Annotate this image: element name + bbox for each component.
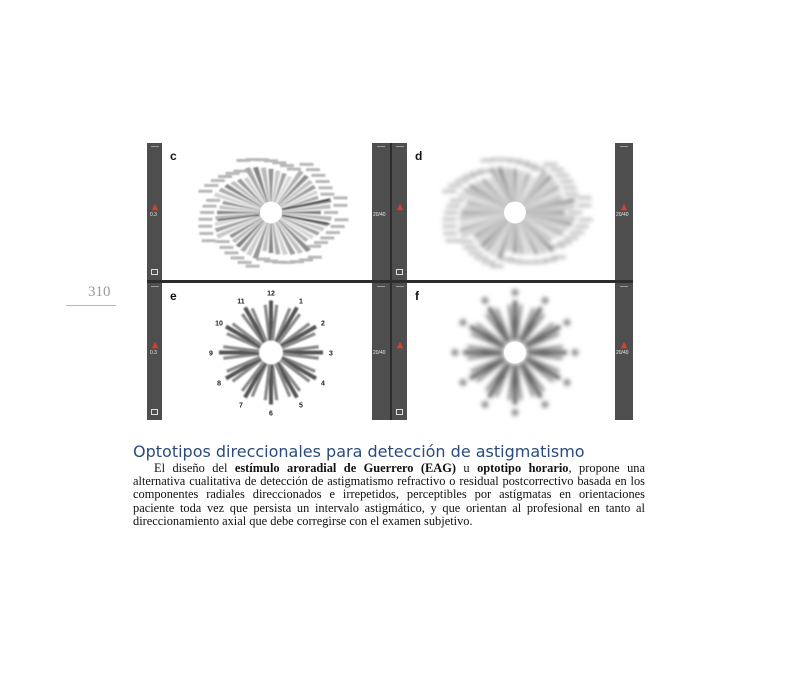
spoke-tag — [324, 211, 338, 214]
spoke-tag — [460, 240, 474, 243]
chart-area — [407, 143, 615, 280]
bold-term-horario: optotipo horario — [477, 461, 569, 475]
bold-term-eag: estímulo aroradial de Guerrero (EAG) — [234, 461, 456, 475]
page-number-rule — [66, 305, 116, 306]
acuity-code: 20/40 — [373, 350, 386, 356]
center-disc — [260, 342, 282, 364]
center-disc — [504, 342, 526, 364]
hour-dot — [542, 297, 549, 304]
hour-label: 4 — [321, 380, 325, 388]
spoke-tag — [500, 258, 514, 261]
hour-spoke — [516, 364, 520, 400]
hour-spoke — [223, 354, 259, 358]
spoke-tag — [558, 241, 572, 244]
hour-label: 12 — [267, 290, 275, 298]
spoke-tag — [231, 256, 245, 259]
acuity-code: 0.3 — [150, 212, 157, 218]
spoke-tag — [564, 236, 578, 239]
radial-stimulus-c — [162, 143, 372, 280]
panel-letter: d — [415, 149, 423, 163]
paragraph-text: El diseño del — [154, 461, 235, 475]
page-number: 310 — [88, 284, 111, 300]
panel-letter: c — [170, 149, 177, 163]
spoke-tag — [234, 170, 248, 173]
warning-icon — [151, 341, 159, 349]
paragraph-text: , propone una alternativa cualitativa de detección de astigmatismo refractivo o residual postcorrectivo basada en los componentes radiales direccionados e irrepetidos, perceptibles por astígmatas en orientaciones paciente toda vez que persista un intervalo astigmático, y que orientan al profesional en tanto al direccionamiento axial que debe corregirse con el examen subjetivo. — [133, 461, 645, 528]
hour-spoke — [516, 305, 520, 341]
monitor-icon — [151, 409, 158, 415]
spoke-tag — [206, 199, 220, 202]
spoke-tag — [448, 184, 462, 187]
spoke-tag — [216, 240, 230, 243]
paragraph-text: u — [455, 461, 478, 475]
spoke-tag — [311, 174, 325, 177]
spoke-tag — [320, 236, 334, 239]
acuity-code: 0.3 — [150, 350, 157, 356]
hour-dot — [563, 379, 570, 386]
figure — [147, 143, 633, 420]
spoke-tag — [333, 204, 347, 207]
spoke-tag — [314, 241, 328, 244]
hour-spoke — [467, 347, 503, 351]
right-strip — [372, 143, 390, 280]
spoke-tag — [320, 193, 334, 196]
spoke-tag — [570, 231, 584, 234]
right-strip — [615, 283, 633, 420]
clock-stimulus-f — [407, 283, 615, 420]
hour-dot — [563, 319, 570, 326]
hour-dot — [482, 297, 489, 304]
spoke-tag — [211, 179, 225, 182]
warning-icon — [396, 341, 404, 349]
spoke-tag — [450, 199, 464, 202]
spoke-tag — [475, 256, 489, 259]
panel-d — [392, 143, 633, 280]
spoke-tag — [544, 163, 558, 166]
spoke-tag — [578, 218, 592, 221]
spoke-tag — [482, 261, 496, 264]
hour-spoke — [527, 354, 563, 358]
acuity-code: 20/40 — [373, 212, 386, 218]
hour-spoke — [509, 305, 513, 341]
hour-dot — [482, 401, 489, 408]
spoke-tag — [306, 168, 320, 171]
spoke-tag — [555, 174, 569, 177]
spoke-tag — [560, 180, 574, 183]
hour-spoke — [223, 347, 259, 351]
spoke-tag — [224, 251, 238, 254]
left-strip — [147, 143, 162, 280]
spoke-tag — [308, 256, 322, 259]
spoke-tag — [326, 231, 340, 234]
spoke-tag — [455, 179, 469, 182]
hour-label: 1 — [299, 298, 303, 306]
spoke-tag — [447, 205, 461, 208]
hour-label: 6 — [269, 410, 273, 418]
spoke-tag — [531, 168, 545, 171]
hour-dot — [542, 401, 549, 408]
spoke-tag — [577, 204, 591, 207]
hour-dot — [512, 409, 519, 416]
panel-e — [147, 283, 390, 420]
spoke-tag — [551, 245, 565, 248]
spoke-tag — [307, 245, 321, 248]
hour-label: 5 — [299, 402, 303, 410]
spoke-tag — [331, 225, 345, 228]
hour-spoke — [283, 347, 319, 351]
spoke-tag — [199, 232, 213, 235]
warning-icon — [620, 203, 628, 211]
hour-label: 10 — [215, 320, 223, 328]
spoke-tag — [516, 161, 530, 164]
spoke-tag — [478, 170, 492, 173]
spoke-tag — [203, 205, 217, 208]
spoke-tag — [334, 196, 348, 199]
hour-label: 9 — [209, 350, 213, 358]
spoke-tag — [443, 218, 457, 221]
spoke-tag — [199, 218, 213, 221]
spoke-tag — [442, 190, 456, 193]
radial-stimulus-d — [407, 143, 615, 280]
spoke-tag — [238, 261, 252, 264]
hour-dot — [512, 289, 519, 296]
monitor-icon — [396, 269, 403, 275]
spoke-tag — [443, 232, 457, 235]
spoke-tag — [578, 196, 592, 199]
spoke-tag — [202, 239, 216, 242]
spoke-tag — [463, 246, 477, 249]
right-strip — [615, 143, 633, 280]
hour-spoke — [265, 305, 269, 341]
spoke-tag — [287, 168, 301, 171]
spoke-tag — [272, 161, 286, 164]
hour-spoke — [265, 364, 269, 400]
chart-area — [162, 143, 372, 280]
left-strip — [392, 283, 407, 420]
spoke-tag — [552, 256, 566, 259]
warning-icon — [151, 203, 159, 211]
center-disc — [504, 202, 526, 224]
hour-label: 3 — [329, 350, 333, 358]
panel-f — [392, 283, 633, 420]
spoke-tag — [444, 211, 458, 214]
chart-area — [407, 283, 615, 420]
left-strip — [147, 283, 162, 420]
hour-label: 11 — [237, 298, 245, 306]
spoke-tag — [319, 186, 333, 189]
spoke-tag — [550, 168, 564, 171]
hour-dot — [460, 319, 467, 326]
hour-label: 7 — [239, 402, 243, 410]
spoke-tag — [446, 239, 460, 242]
monitor-icon — [396, 409, 403, 415]
spoke-tag — [280, 164, 294, 167]
acuity-code: 20/40 — [616, 212, 629, 218]
hour-dot — [460, 379, 467, 386]
spoke-tag — [198, 225, 212, 228]
left-strip — [392, 143, 407, 280]
spoke-tag — [442, 225, 456, 228]
spoke-tag — [316, 180, 330, 183]
spoke-tag — [575, 225, 589, 228]
hour-dot — [452, 349, 459, 356]
spoke-tag — [219, 246, 233, 249]
spoke-tag — [468, 251, 482, 254]
warning-icon — [620, 341, 628, 349]
spoke-tag — [524, 164, 538, 167]
hour-spoke — [272, 305, 276, 341]
spoke-tag — [563, 186, 577, 189]
panel-letter: f — [415, 289, 419, 303]
hour-spoke — [283, 354, 319, 358]
spoke-tag — [564, 193, 578, 196]
warning-icon — [396, 203, 404, 211]
monitor-icon — [151, 269, 158, 275]
spoke-tag — [568, 211, 582, 214]
hour-label: 8 — [217, 380, 221, 388]
spoke-tag — [246, 265, 260, 268]
spoke-tag — [200, 211, 214, 214]
spoke-tag — [334, 218, 348, 221]
right-strip — [372, 283, 390, 420]
panel-c — [147, 143, 390, 280]
hour-spoke — [527, 347, 563, 351]
hour-label: 2 — [321, 320, 325, 328]
spoke-tag — [462, 175, 476, 178]
spoke-tag — [490, 265, 504, 268]
spoke-tag — [256, 258, 270, 261]
center-disc — [260, 202, 282, 224]
section-title: Optotipos direccionales para detección de astigmatismo — [133, 442, 585, 461]
spoke-tag — [198, 190, 212, 193]
acuity-code: 20/40 — [616, 350, 629, 356]
spoke-tag — [204, 184, 218, 187]
hour-spoke — [467, 354, 503, 358]
spoke-tag — [300, 163, 314, 166]
hour-dot — [572, 349, 579, 356]
spoke-tag — [218, 175, 232, 178]
hour-spoke — [272, 364, 276, 400]
clock-stimulus-e — [162, 283, 372, 420]
hour-spoke — [509, 364, 513, 400]
panel-letter: e — [170, 289, 177, 303]
chart-area — [162, 283, 372, 420]
body-paragraph — [133, 462, 645, 528]
